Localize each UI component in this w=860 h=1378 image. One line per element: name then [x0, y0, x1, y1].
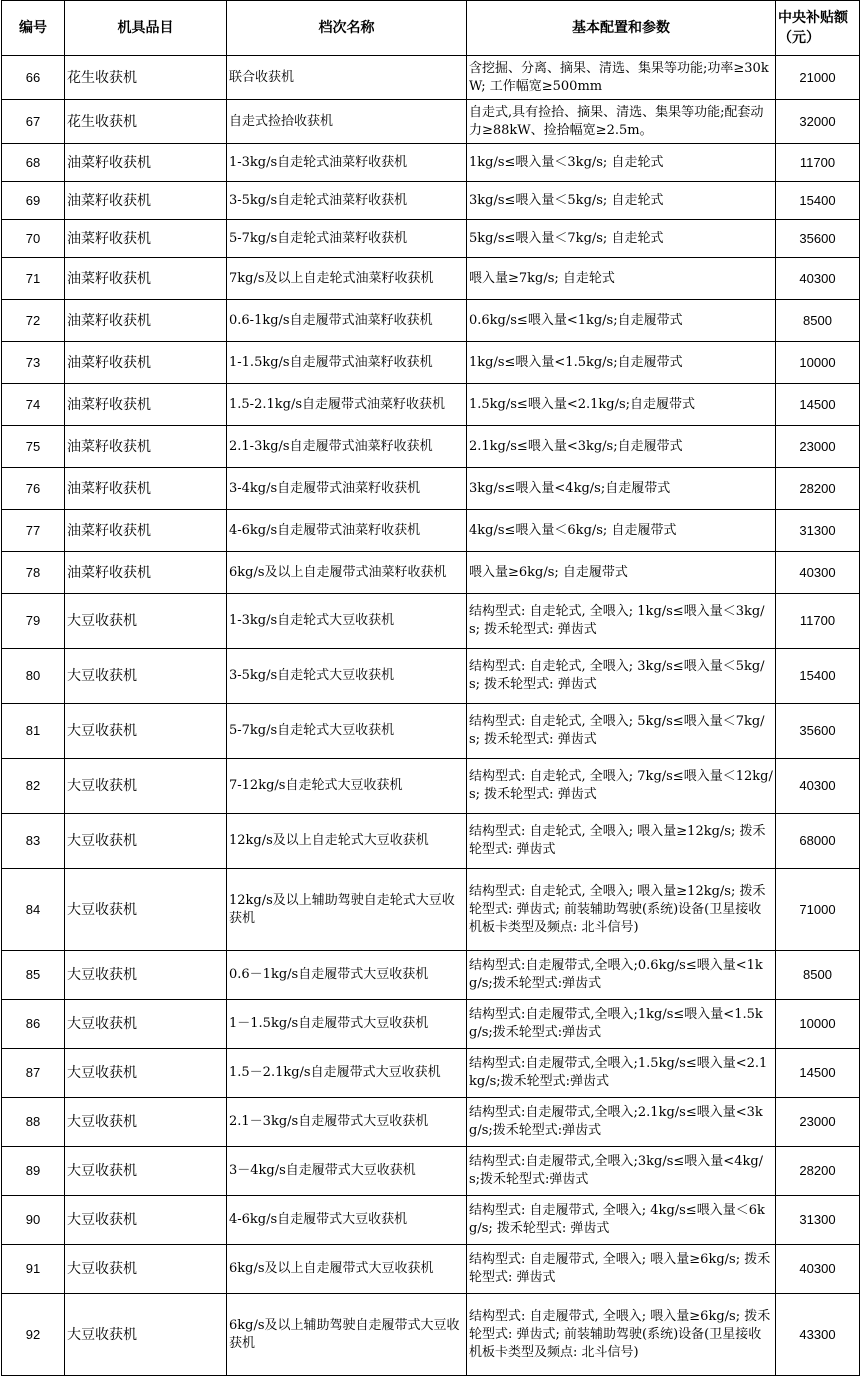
- cell-no: 70: [2, 220, 65, 258]
- cell-grade: 3-4kg/s自走履带式油菜籽收获机: [227, 468, 467, 510]
- cell-subsidy: 32000: [776, 100, 860, 144]
- table-row: [2, 300, 860, 342]
- cell-config: 1kg/s≤喂入量＜3kg/s; 自走轮式: [467, 144, 776, 182]
- cell-config: 2.1kg/s≤喂入量<3kg/s;自走履带式: [467, 426, 776, 468]
- cell-config: 结构型式: 自走履带式, 全喂入; 喂入量≥6kg/s; 拨禾轮型式: 弹齿式; 前装辅助驾驶(系统)设备(卫星接收机板卡类型及频点: 北斗信号): [467, 1294, 776, 1376]
- cell-item: 大豆收获机: [65, 1245, 227, 1294]
- table-row: [2, 814, 860, 869]
- cell-subsidy: 43300: [776, 1294, 860, 1376]
- cell-item: 花生收获机: [65, 100, 227, 144]
- cell-config: 1kg/s≤喂入量<1.5kg/s;自走履带式: [467, 342, 776, 384]
- cell-subsidy: 28200: [776, 1147, 860, 1196]
- cell-subsidy: 31300: [776, 1196, 860, 1245]
- header-item: 机具品目: [65, 1, 227, 56]
- cell-subsidy: 15400: [776, 182, 860, 220]
- cell-item: 大豆收获机: [65, 759, 227, 814]
- cell-subsidy: 14500: [776, 1049, 860, 1098]
- table-row: [2, 869, 860, 951]
- cell-no: 66: [2, 56, 65, 100]
- cell-grade: 1-3kg/s自走轮式大豆收获机: [227, 594, 467, 649]
- cell-no: 84: [2, 869, 65, 951]
- cell-config: 结构型式: 自走履带式, 全喂入; 4kg/s≤喂入量＜6kg/s; 拨禾轮型式: 弹齿式: [467, 1196, 776, 1245]
- table-row: [2, 759, 860, 814]
- cell-item: 油菜籽收获机: [65, 468, 227, 510]
- cell-subsidy: 8500: [776, 300, 860, 342]
- cell-no: 80: [2, 649, 65, 704]
- cell-grade: 4-6kg/s自走履带式油菜籽收获机: [227, 510, 467, 552]
- cell-item: 大豆收获机: [65, 1049, 227, 1098]
- cell-subsidy: 71000: [776, 869, 860, 951]
- table-row: [2, 1049, 860, 1098]
- cell-config: 结构型式:自走履带式,全喂入;1.5kg/s≤喂入量<2.1kg/s;拨禾轮型式:弹齿式: [467, 1049, 776, 1098]
- cell-grade: 1.5-2.1kg/s自走履带式油菜籽收获机: [227, 384, 467, 426]
- cell-grade: 6kg/s及以上自走履带式油菜籽收获机: [227, 552, 467, 594]
- header-subsidy: 中央补贴额（元）: [776, 1, 860, 56]
- cell-subsidy: 40300: [776, 258, 860, 300]
- table-row: [2, 951, 860, 1000]
- cell-grade: 4-6kg/s自走履带式大豆收获机: [227, 1196, 467, 1245]
- table-row: [2, 426, 860, 468]
- cell-config: 结构型式: 自走轮式, 全喂入; 7kg/s≤喂入量＜12kg/s; 拨禾轮型式: 弹齿式: [467, 759, 776, 814]
- cell-no: 81: [2, 704, 65, 759]
- cell-grade: 3-5kg/s自走轮式大豆收获机: [227, 649, 467, 704]
- table-row: [2, 1098, 860, 1147]
- cell-subsidy: 35600: [776, 220, 860, 258]
- cell-item: 油菜籽收获机: [65, 258, 227, 300]
- cell-grade: 联合收获机: [227, 56, 467, 100]
- cell-grade: 6kg/s及以上辅助驾驶自走履带式大豆收获机: [227, 1294, 467, 1376]
- cell-subsidy: 23000: [776, 426, 860, 468]
- table-row: [2, 1147, 860, 1196]
- cell-item: 油菜籽收获机: [65, 300, 227, 342]
- cell-no: 83: [2, 814, 65, 869]
- cell-subsidy: 40300: [776, 759, 860, 814]
- cell-subsidy: 40300: [776, 552, 860, 594]
- cell-grade: 3－4kg/s自走履带式大豆收获机: [227, 1147, 467, 1196]
- cell-item: 大豆收获机: [65, 1294, 227, 1376]
- cell-item: 油菜籽收获机: [65, 144, 227, 182]
- cell-item: 油菜籽收获机: [65, 182, 227, 220]
- cell-grade: 0.6－1kg/s自走履带式大豆收获机: [227, 951, 467, 1000]
- table-row: [2, 144, 860, 182]
- cell-item: 大豆收获机: [65, 869, 227, 951]
- cell-no: 79: [2, 594, 65, 649]
- cell-item: 大豆收获机: [65, 704, 227, 759]
- cell-no: 67: [2, 100, 65, 144]
- cell-config: 结构型式: 自走轮式, 全喂入; 3kg/s≤喂入量＜5kg/s; 拨禾轮型式: 弹齿式: [467, 649, 776, 704]
- cell-subsidy: 10000: [776, 342, 860, 384]
- cell-grade: 7kg/s及以上自走轮式油菜籽收获机: [227, 258, 467, 300]
- cell-config: 4kg/s≤喂入量＜6kg/s; 自走履带式: [467, 510, 776, 552]
- cell-item: 大豆收获机: [65, 594, 227, 649]
- cell-config: 结构型式: 自走轮式, 全喂入; 喂入量≥12kg/s; 拨禾轮型式: 弹齿式; 前装辅助驾驶(系统)设备(卫星接收机板卡类型及频点: 北斗信号): [467, 869, 776, 951]
- cell-no: 89: [2, 1147, 65, 1196]
- cell-grade: 12kg/s及以上辅助驾驶自走轮式大豆收获机: [227, 869, 467, 951]
- cell-item: 油菜籽收获机: [65, 342, 227, 384]
- cell-no: 77: [2, 510, 65, 552]
- table-body: [2, 56, 860, 1376]
- cell-config: 3kg/s≤喂入量<4kg/s;自走履带式: [467, 468, 776, 510]
- cell-no: 86: [2, 1000, 65, 1049]
- cell-subsidy: 8500: [776, 951, 860, 1000]
- cell-subsidy: 35600: [776, 704, 860, 759]
- cell-item: 油菜籽收获机: [65, 552, 227, 594]
- cell-config: 结构型式:自走履带式,全喂入;0.6kg/s≤喂入量<1kg/s;拨禾轮型式:弹齿式: [467, 951, 776, 1000]
- header-no: 编号: [2, 1, 65, 56]
- table-row: [2, 552, 860, 594]
- cell-grade: 1－1.5kg/s自走履带式大豆收获机: [227, 1000, 467, 1049]
- cell-config: 结构型式: 自走履带式, 全喂入; 喂入量≥6kg/s; 拨禾轮型式: 弹齿式: [467, 1245, 776, 1294]
- cell-no: 75: [2, 426, 65, 468]
- table-row: [2, 468, 860, 510]
- cell-subsidy: 10000: [776, 1000, 860, 1049]
- cell-config: 结构型式:自走履带式,全喂入;2.1kg/s≤喂入量<3kg/s;拨禾轮型式:弹齿式: [467, 1098, 776, 1147]
- table-row: [2, 258, 860, 300]
- cell-grade: 12kg/s及以上自走轮式大豆收获机: [227, 814, 467, 869]
- table-row: [2, 1294, 860, 1376]
- cell-no: 68: [2, 144, 65, 182]
- cell-grade: 5-7kg/s自走轮式油菜籽收获机: [227, 220, 467, 258]
- cell-item: 大豆收获机: [65, 1147, 227, 1196]
- cell-config: 结构型式:自走履带式,全喂入;3kg/s≤喂入量<4kg/s;拨禾轮型式:弹齿式: [467, 1147, 776, 1196]
- table-row: [2, 1000, 860, 1049]
- cell-subsidy: 68000: [776, 814, 860, 869]
- header-config: 基本配置和参数: [467, 1, 776, 56]
- cell-subsidy: 15400: [776, 649, 860, 704]
- subsidy-table: [1, 0, 860, 1376]
- table-row: [2, 1245, 860, 1294]
- cell-grade: 2.1－3kg/s自走履带式大豆收获机: [227, 1098, 467, 1147]
- cell-grade: 1-3kg/s自走轮式油菜籽收获机: [227, 144, 467, 182]
- cell-config: 喂入量≥7kg/s; 自走轮式: [467, 258, 776, 300]
- table-row: [2, 182, 860, 220]
- cell-item: 油菜籽收获机: [65, 220, 227, 258]
- header-row: [2, 1, 860, 56]
- cell-item: 油菜籽收获机: [65, 384, 227, 426]
- cell-no: 88: [2, 1098, 65, 1147]
- header-grade: 档次名称: [227, 1, 467, 56]
- table-row: [2, 220, 860, 258]
- table-row: [2, 56, 860, 100]
- cell-no: 87: [2, 1049, 65, 1098]
- table-row: [2, 342, 860, 384]
- cell-config: 结构型式: 自走轮式, 全喂入; 5kg/s≤喂入量＜7kg/s; 拨禾轮型式: 弹齿式: [467, 704, 776, 759]
- cell-grade: 6kg/s及以上自走履带式大豆收获机: [227, 1245, 467, 1294]
- cell-grade: 0.6-1kg/s自走履带式油菜籽收获机: [227, 300, 467, 342]
- cell-item: 大豆收获机: [65, 1196, 227, 1245]
- cell-no: 90: [2, 1196, 65, 1245]
- cell-no: 85: [2, 951, 65, 1000]
- cell-no: 73: [2, 342, 65, 384]
- cell-config: 喂入量≥6kg/s; 自走履带式: [467, 552, 776, 594]
- cell-config: 结构型式: 自走轮式, 全喂入; 1kg/s≤喂入量＜3kg/s; 拨禾轮型式: 弹齿式: [467, 594, 776, 649]
- table-row: [2, 510, 860, 552]
- cell-grade: 3-5kg/s自走轮式油菜籽收获机: [227, 182, 467, 220]
- cell-grade: 7-12kg/s自走轮式大豆收获机: [227, 759, 467, 814]
- cell-item: 油菜籽收获机: [65, 510, 227, 552]
- cell-config: 自走式,具有捡拾、摘果、清选、集果等功能;配套动力≥88kW、捡拾幅宽≥2.5m。: [467, 100, 776, 144]
- cell-item: 大豆收获机: [65, 951, 227, 1000]
- cell-subsidy: 23000: [776, 1098, 860, 1147]
- table-row: [2, 1196, 860, 1245]
- cell-subsidy: 11700: [776, 594, 860, 649]
- cell-subsidy: 31300: [776, 510, 860, 552]
- cell-no: 74: [2, 384, 65, 426]
- cell-no: 92: [2, 1294, 65, 1376]
- cell-item: 大豆收获机: [65, 1098, 227, 1147]
- cell-subsidy: 40300: [776, 1245, 860, 1294]
- cell-no: 72: [2, 300, 65, 342]
- cell-grade: 5-7kg/s自走轮式大豆收获机: [227, 704, 467, 759]
- cell-item: 大豆收获机: [65, 649, 227, 704]
- table-row: [2, 384, 860, 426]
- cell-grade: 1-1.5kg/s自走履带式油菜籽收获机: [227, 342, 467, 384]
- table-row: [2, 704, 860, 759]
- cell-config: 5kg/s≤喂入量＜7kg/s; 自走轮式: [467, 220, 776, 258]
- cell-config: 1.5kg/s≤喂入量<2.1kg/s;自走履带式: [467, 384, 776, 426]
- cell-item: 大豆收获机: [65, 1000, 227, 1049]
- cell-subsidy: 21000: [776, 56, 860, 100]
- cell-item: 大豆收获机: [65, 814, 227, 869]
- table-row: [2, 594, 860, 649]
- table-row: [2, 100, 860, 144]
- cell-subsidy: 14500: [776, 384, 860, 426]
- cell-config: 0.6kg/s≤喂入量<1kg/s;自走履带式: [467, 300, 776, 342]
- cell-grade: 自走式捡拾收获机: [227, 100, 467, 144]
- cell-no: 69: [2, 182, 65, 220]
- table-row: [2, 649, 860, 704]
- cell-config: 结构型式:自走履带式,全喂入;1kg/s≤喂入量<1.5kg/s;拨禾轮型式:弹齿式: [467, 1000, 776, 1049]
- cell-config: 含挖掘、分离、摘果、清选、集果等功能;功率≥30kW; 工作幅宽≥500mm: [467, 56, 776, 100]
- cell-grade: 2.1-3kg/s自走履带式油菜籽收获机: [227, 426, 467, 468]
- cell-grade: 1.5－2.1kg/s自走履带式大豆收获机: [227, 1049, 467, 1098]
- cell-config: 3kg/s≤喂入量＜5kg/s; 自走轮式: [467, 182, 776, 220]
- cell-no: 91: [2, 1245, 65, 1294]
- cell-subsidy: 11700: [776, 144, 860, 182]
- cell-no: 71: [2, 258, 65, 300]
- cell-no: 76: [2, 468, 65, 510]
- cell-subsidy: 28200: [776, 468, 860, 510]
- cell-no: 82: [2, 759, 65, 814]
- cell-no: 78: [2, 552, 65, 594]
- cell-item: 油菜籽收获机: [65, 426, 227, 468]
- cell-item: 花生收获机: [65, 56, 227, 100]
- cell-config: 结构型式: 自走轮式, 全喂入; 喂入量≥12kg/s; 拨禾轮型式: 弹齿式: [467, 814, 776, 869]
